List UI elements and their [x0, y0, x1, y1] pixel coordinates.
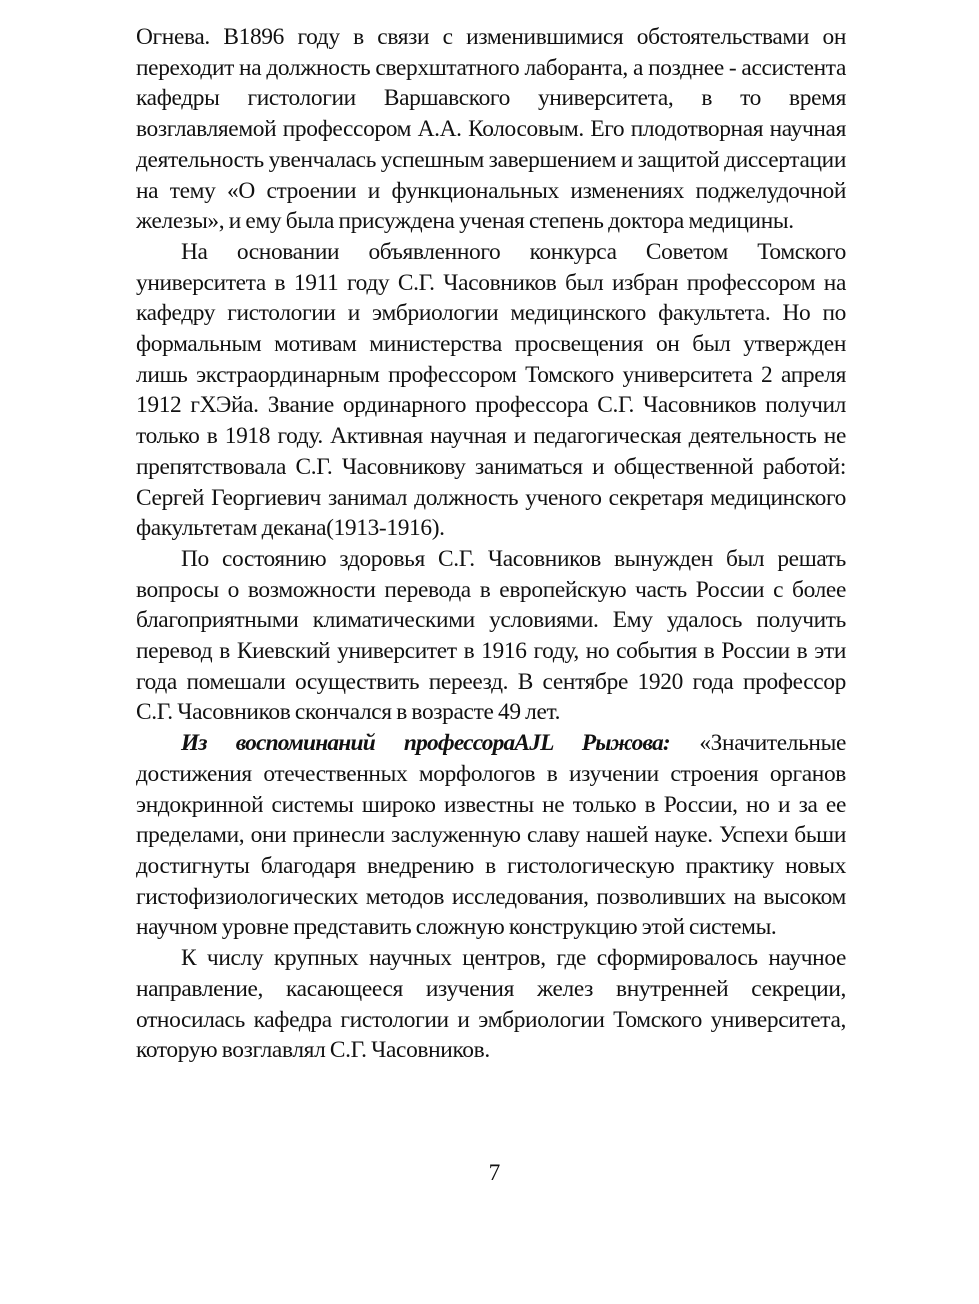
paragraph-5-text: К числу крупных научных центров, где сформировалось научное направление, касающееся изучения желез внутренней секреции, относилась кафедра гистологии и эмбриологии Томского университета, которую возглавлял С.Г. Часовников. [136, 945, 846, 1064]
paragraph-1-text: Огнева. В1896 году в связи с изменившимися обстоятельствами он переходит на должность сверхштатного лаборанта, а позднее - ассистента кафедры гистологии Варшавского университета, в то время возглавляемой профессором А.А. Колосовым. Его плодотворная научная деятельность увенчалась успешным завершением и защитой диссертации на тему «О строении и функциональных изменениях поджелудочной железы», и ему была присуждена ученая степень доктора медицины. [136, 24, 846, 235]
paragraph-4-text: «Значительные достижения отечественных морфологов в изучении строения органов эндокринной системы широко известны не только в России, но и за ее пределами, они принесли заслуженную славу нашей науке. Успехи бьши достигнуты благодаря внедрению в гистологическую практику новых гистофизиологических методов исследования, позволивших на высоком научном уровне представить сложную конструкцию этой системы. [136, 730, 846, 941]
paragraph-5 [136, 943, 846, 1066]
paragraph-2 [136, 237, 846, 544]
paragraph-4-lead: Из воспоминаний профессораAJL Рыжова: [181, 730, 670, 757]
paragraph-3 [136, 544, 846, 728]
paragraph-4 [136, 728, 846, 943]
page-body [136, 22, 846, 1066]
page-number: 7 [488, 1160, 501, 1186]
paragraph-2-text: На основании объявленного конкурса Советом Томского университета в 1911 году С.Г. Часовников был избран профессором на кафедру гистологии и эмбриологии медицинского факультета. Но по формальным мотивам министерства просвещения он был утвержден лишь экстраординарным профессором Томского университета 2 апреля 1912 гХЭйа. Звание ординарного профессора С.Г. Часовников получил только в 1918 году. Активная научная и педагогическая деятельность не препятствовала С.Г. Часовникову заниматься и общественной работой: Сергей Георгиевич занимал должность ученого секретаря медицинского факультетам декана(1913-1916). [136, 238, 846, 542]
paragraph-1 [136, 22, 846, 237]
paragraph-3-text: По состоянию здоровья С.Г. Часовников вынужден был решать вопросы о возможности перевода в европейскую часть России с более благоприятными климатическими условиями. Ему удалось получить перевод в Киевский университет в 1916 году, но события в России в эти года помешали осуществить переезд. В сентябре 1920 года профессор С.Г. Часовников скончался в возрасте 49 лет. [136, 545, 846, 726]
